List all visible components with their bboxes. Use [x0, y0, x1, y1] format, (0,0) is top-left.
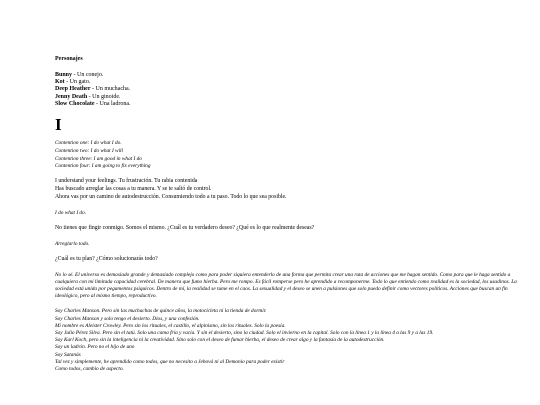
character-name: Deep Heather — [55, 86, 91, 93]
litany-line: Soy Charles Manson y solo tengo el desierto. Dios, y una confesión. — [55, 315, 200, 322]
speech-line: I understand your feelings. Tu frustración. Tu rabia contenida — [55, 178, 198, 185]
litany-line: Soy Karl Koch, pero sin la inteligencia ni la creatividad. Sino solo con el deseo de fumar hierba, el deseo de crear algo y la fantasía de la autodestrucción. — [55, 337, 385, 344]
character-desc: - Un gato. — [64, 79, 91, 86]
litany-line: Soy Charles Manson. Pero sin las muchachas de quince años, la motocicleta ni la tienda de dormir. — [55, 308, 267, 315]
speech-line: Ahora vas por un camino de autodestrucción. Consumiendo todo a tu paso. Todo lo que sea posible. — [55, 193, 287, 200]
character-entry — [55, 94, 525, 101]
litany-line: Mi nombre es Aleister Crowley. Pero sin los rituales, el castillo, el alpinismo, sin los rituales. Solo la poesía. — [55, 322, 286, 329]
litany-block — [55, 308, 525, 373]
speech-line: Has buscado arreglar las cosas a tu manera. Y se te salió de control. — [55, 186, 212, 192]
monologue-paragraph: No lo sé. El universo es demasiado grande y demasiado complejo como para poder siquiera entenderlo de una forma que permita crear una ruta de acciones que me hagan sentido. Como para que le haga sentido a cualquiera con mi limitada capacidad cerebral. De manera que fumo hierba. Pero me rompo. Es fácil romperse pero he aprendido a recomponerme. Todo lo que entiendo como realidad es la sociedad, los usadinos. La sociedad está unida por pegamentos psíquicos. Dentro de mí, la realidad se tume en el caos. La sexualidad y el deseo se unen a pulsiones que solo puedo definir como vectores políticos. Acciones que buscan un fin ideológico, pero al mismo tiempo, reproductivo. — [55, 271, 517, 300]
contention-line: Contention four: I am going to fix everything — [55, 163, 151, 170]
litany-line: Como todos, cambio de aspecto. — [55, 366, 124, 373]
character-desc: - Una ladrona. — [94, 100, 131, 107]
litany-line: Soy Satanás — [55, 351, 81, 358]
speech-paragraph: ¿Cuál es tu plan? ¿Cómo solucionarás todo? — [55, 255, 158, 262]
character-entry — [55, 72, 525, 79]
document-body — [55, 56, 525, 373]
characters-heading: Personajes — [55, 56, 83, 62]
contention-line: Contention two: I do what I will — [55, 147, 123, 154]
litany-line: Soy un ladrón. Pero no el hijo de uno — [55, 344, 135, 351]
character-name: Kot — [55, 79, 65, 86]
reply-line: I do what I do. — [55, 209, 87, 216]
character-entry — [55, 86, 525, 93]
contentions-block — [55, 140, 525, 171]
character-list — [55, 72, 525, 108]
character-entry — [55, 79, 525, 86]
speech-paragraph: No tienes que fingir conmigo. Somos el mismo. ¿Cuál es tu verdadero deseo? ¿Qué es lo que realmente deseas? — [55, 224, 315, 231]
character-name: Jenny Death — [55, 93, 88, 100]
character-name: Slow Chocolate — [55, 100, 95, 107]
contention-line: Contention three: I am good in what I do — [55, 155, 142, 162]
chapter-heading: I — [55, 115, 62, 135]
contention-line: Contention one: I do what I do. — [55, 140, 122, 147]
character-entry — [55, 101, 525, 108]
litany-line: Soy Julio Pérez Silva. Pero sin el tatú. Solo una cama fría y vacía. Y sin el desierto, sino la ciudad. Solo el invierno en la capital. Solo con la línea 1 y la línea 4 a las 9 y a las 19. — [55, 330, 434, 337]
character-desc: - Un conejo. — [72, 72, 104, 78]
character-desc: - Un ginoide. — [87, 93, 121, 100]
character-name: Bunny — [55, 72, 73, 78]
reply-line: Arreglarlo todo. — [55, 240, 90, 247]
litany-line: Tal vez y simplemente, he aprendido como todos, que no necesito a Jehová ni al Demonio para poder existir — [55, 358, 285, 365]
character-desc: - Un muchacha. — [90, 86, 131, 93]
speech-paragraph — [55, 178, 525, 201]
